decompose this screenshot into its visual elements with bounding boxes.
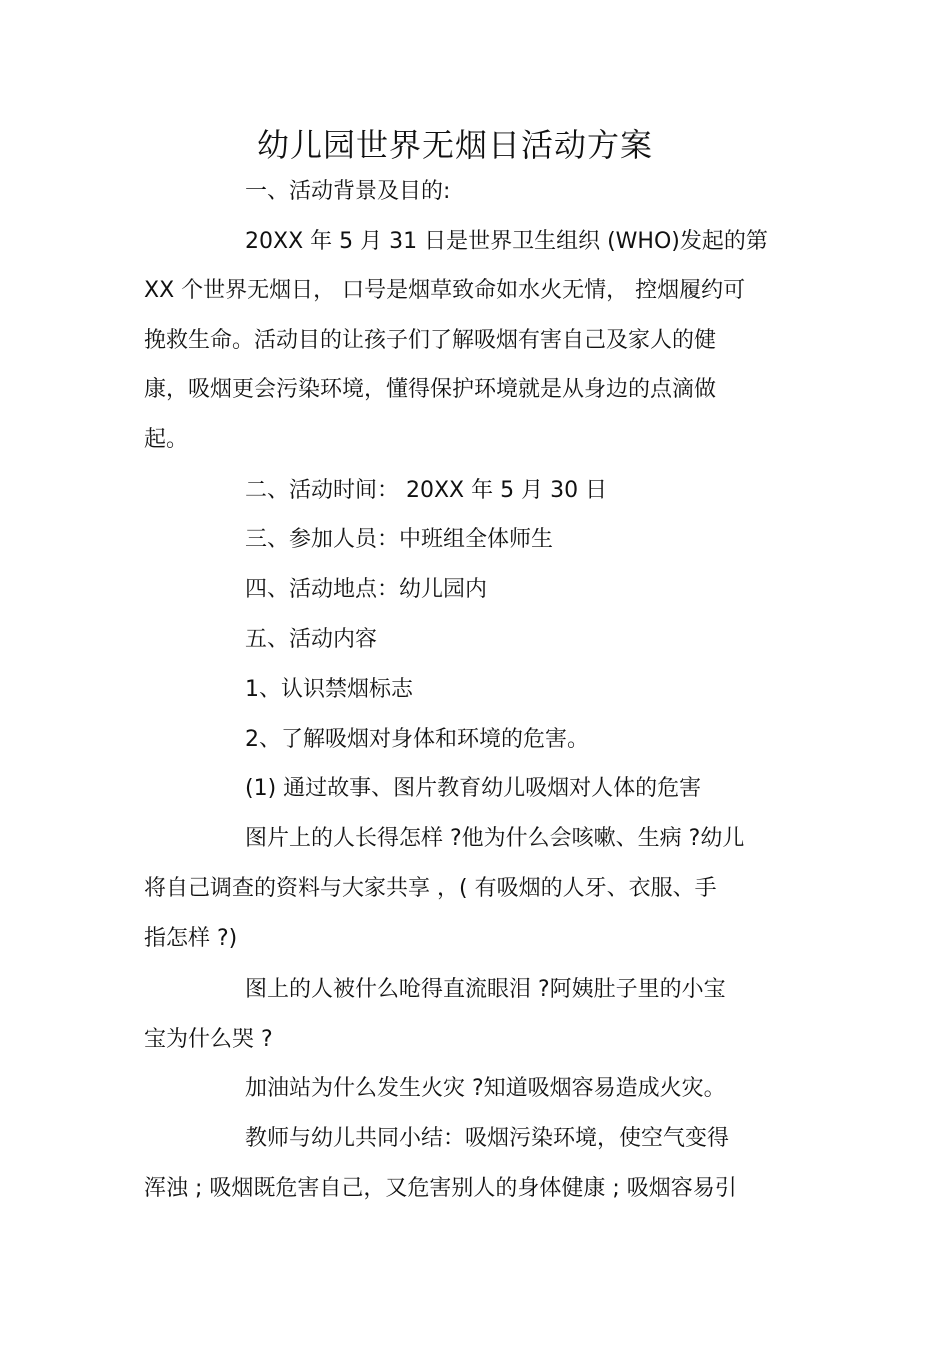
paragraph-line: 图上的人被什么呛得直流眼泪 ?阿姨肚子里的小宝 [245, 977, 726, 1002]
paragraph-line: 宝为什么哭 ? [144, 1027, 273, 1052]
section-heading-location: 四、活动地点：幼儿园内 [245, 577, 488, 602]
paragraph-line: XX 个世界无烟日， 口号是烟草致命如水火无情， 控烟履约可 [144, 278, 746, 303]
section-heading-participants: 三、参加人员：中班组全体师生 [245, 527, 554, 552]
section-heading-time: 二、活动时间： 20XX 年 5 月 30 日 [245, 478, 608, 503]
list-item: 1、认识禁烟标志 [245, 677, 413, 702]
paragraph-line: 康，吸烟更会污染环境，懂得保护环境就是从身边的点滴做 [144, 377, 717, 402]
paragraph-line: 教师与幼儿共同小结：吸烟污染环境，使空气变得 [245, 1126, 730, 1151]
section-heading-content: 五、活动内容 [245, 627, 378, 652]
list-item: 2、了解吸烟对身体和环境的危害。 [245, 727, 589, 752]
paragraph-line: 加油站为什么发生火灾 ?知道吸烟容易造成火灾。 [245, 1076, 726, 1101]
paragraph-line: 起。 [144, 427, 189, 452]
sub-list-item: (1) 通过故事、图片教育幼儿吸烟对人体的危害 [245, 776, 702, 801]
paragraph-line: 挽救生命。活动目的让孩子们了解吸烟有害自己及家人的健 [144, 328, 717, 353]
paragraph-line: 图片上的人长得怎样 ?他为什么会咳嗽、生病 ?幼儿 [245, 826, 745, 851]
paragraph-line: 浑浊 ; 吸烟既危害自己，又危害别人的身体健康 ; 吸烟容易引 [144, 1176, 737, 1201]
section-heading-background: 一、活动背景及目的: [245, 179, 451, 204]
paragraph-line: 指怎样 ?) [144, 926, 238, 951]
paragraph-line: 20XX 年 5 月 31 日是世界卫生组织 (WHO)发起的第 [245, 229, 768, 254]
paragraph-line: 将自己调查的资料与大家共享 ，( 有吸烟的人牙、衣服、手 [144, 876, 717, 901]
document-title: 幼儿园世界无烟日活动方案 [256, 126, 653, 164]
